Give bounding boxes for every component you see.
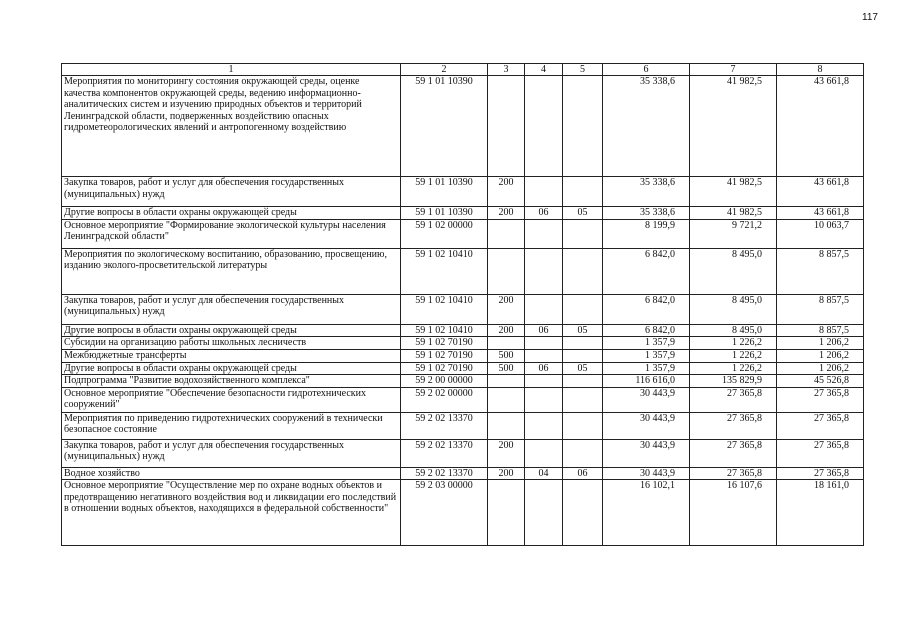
row-col8-value: 27 365,8 <box>777 439 864 467</box>
table-row <box>62 362 864 375</box>
row-col3-cell: 200 <box>488 439 525 467</box>
row-col4-cell <box>525 439 563 467</box>
row-col5-cell <box>563 439 603 467</box>
row-col4-cell: 06 <box>525 207 563 220</box>
row-col5-cell <box>563 219 603 248</box>
row-col4-cell: 04 <box>525 467 563 480</box>
table-header-row <box>62 64 864 76</box>
row-code-cell: 59 1 02 00000 <box>401 219 488 248</box>
row-name-cell: Водное хозяйство <box>62 467 401 480</box>
header-cell: 7 <box>690 64 777 76</box>
row-col6-value: 1 357,9 <box>603 350 690 363</box>
row-col8-value: 43 661,8 <box>777 177 864 207</box>
table-row <box>62 480 864 546</box>
row-col7-value: 27 365,8 <box>690 439 777 467</box>
row-col5-cell <box>563 248 603 294</box>
table-row <box>62 324 864 337</box>
row-col7-value: 41 982,5 <box>690 76 777 177</box>
row-col8-value: 27 365,8 <box>777 412 864 439</box>
row-col8-value: 43 661,8 <box>777 207 864 220</box>
table-row <box>62 412 864 439</box>
row-code-cell: 59 1 02 10410 <box>401 324 488 337</box>
row-col8-value: 1 206,2 <box>777 350 864 363</box>
row-col4-cell <box>525 294 563 324</box>
row-col3-cell: 500 <box>488 362 525 375</box>
row-code-cell: 59 1 02 70190 <box>401 362 488 375</box>
row-col4-cell <box>525 337 563 350</box>
row-col6-value: 30 443,9 <box>603 387 690 412</box>
row-col6-value: 16 102,1 <box>603 480 690 546</box>
row-col3-cell <box>488 337 525 350</box>
row-col8-value: 1 206,2 <box>777 337 864 350</box>
row-name-cell: Мероприятия по приведению гидротехнических сооружений в технически безопасное состояние <box>62 412 401 439</box>
row-code-cell: 59 1 02 10410 <box>401 248 488 294</box>
table-row <box>62 248 864 294</box>
row-col3-cell: 200 <box>488 177 525 207</box>
row-col7-value: 27 365,8 <box>690 412 777 439</box>
header-cell: 6 <box>603 64 690 76</box>
row-col7-value: 1 226,2 <box>690 350 777 363</box>
row-code-cell: 59 2 00 00000 <box>401 375 488 388</box>
table-body <box>62 64 864 546</box>
row-name-cell: Основное мероприятие "Формирование экологической культуры населения Ленинградской области" <box>62 219 401 248</box>
table-row <box>62 207 864 220</box>
row-code-cell: 59 2 02 13370 <box>401 439 488 467</box>
row-col4-cell <box>525 387 563 412</box>
row-col5-cell: 06 <box>563 467 603 480</box>
row-name-cell: Закупка товаров, работ и услуг для обеспечения государственных (муниципальных) нужд <box>62 439 401 467</box>
row-name-cell: Другие вопросы в области охраны окружающей среды <box>62 362 401 375</box>
table-row <box>62 467 864 480</box>
row-col7-value: 8 495,0 <box>690 294 777 324</box>
row-col6-value: 6 842,0 <box>603 294 690 324</box>
row-col4-cell <box>525 375 563 388</box>
row-col4-cell <box>525 76 563 177</box>
row-col4-cell <box>525 177 563 207</box>
row-name-cell: Мероприятия по мониторингу состояния окружающей среды, оценке качества компонентов окружающей среды, ведению информационно-аналитических систем и изучению природных объектов и территорий Ленинградской области, подверженных воздействию опасных гидрометеорологических явлений и антропогенному воздействию <box>62 76 401 177</box>
row-col6-value: 1 357,9 <box>603 337 690 350</box>
row-col3-cell: 200 <box>488 207 525 220</box>
row-col6-value: 30 443,9 <box>603 412 690 439</box>
row-col3-cell <box>488 412 525 439</box>
row-col4-cell <box>525 480 563 546</box>
row-col6-value: 35 338,6 <box>603 207 690 220</box>
row-code-cell: 59 2 02 00000 <box>401 387 488 412</box>
row-col8-value: 43 661,8 <box>777 76 864 177</box>
row-col3-cell: 500 <box>488 350 525 363</box>
table-row <box>62 375 864 388</box>
row-name-cell: Другие вопросы в области охраны окружающей среды <box>62 324 401 337</box>
row-code-cell: 59 1 02 70190 <box>401 337 488 350</box>
row-name-cell: Основное мероприятие "Обеспечение безопасности гидротехнических сооружений" <box>62 387 401 412</box>
row-name-cell: Закупка товаров, работ и услуг для обеспечения государственных (муниципальных) нужд <box>62 294 401 324</box>
row-col3-cell <box>488 219 525 248</box>
table-row <box>62 387 864 412</box>
row-col5-cell: 05 <box>563 324 603 337</box>
row-col7-value: 8 495,0 <box>690 248 777 294</box>
row-col7-value: 1 226,2 <box>690 362 777 375</box>
row-col5-cell <box>563 375 603 388</box>
row-col5-cell <box>563 294 603 324</box>
row-col8-value: 27 365,8 <box>777 467 864 480</box>
table-row <box>62 294 864 324</box>
row-col5-cell <box>563 337 603 350</box>
row-col7-value: 41 982,5 <box>690 207 777 220</box>
row-name-cell: Межбюджетные трансферты <box>62 350 401 363</box>
row-col5-cell <box>563 177 603 207</box>
row-col6-value: 30 443,9 <box>603 467 690 480</box>
row-code-cell: 59 1 02 10410 <box>401 294 488 324</box>
header-cell: 1 <box>62 64 401 76</box>
row-code-cell: 59 1 02 70190 <box>401 350 488 363</box>
row-col3-cell <box>488 387 525 412</box>
row-col7-value: 135 829,9 <box>690 375 777 388</box>
row-col7-value: 41 982,5 <box>690 177 777 207</box>
row-col5-cell <box>563 350 603 363</box>
row-col8-value: 1 206,2 <box>777 362 864 375</box>
header-cell: 8 <box>777 64 864 76</box>
row-col6-value: 35 338,6 <box>603 177 690 207</box>
row-code-cell: 59 2 02 13370 <box>401 467 488 480</box>
row-code-cell: 59 2 03 00000 <box>401 480 488 546</box>
header-cell: 4 <box>525 64 563 76</box>
row-name-cell: Субсидии на организацию работы школьных лесничеств <box>62 337 401 350</box>
row-col7-value: 27 365,8 <box>690 387 777 412</box>
table-row <box>62 337 864 350</box>
row-col6-value: 30 443,9 <box>603 439 690 467</box>
row-col5-cell: 05 <box>563 362 603 375</box>
page-number: 117 <box>862 12 878 23</box>
row-col3-cell: 200 <box>488 294 525 324</box>
row-col3-cell <box>488 248 525 294</box>
row-col7-value: 1 226,2 <box>690 337 777 350</box>
row-col6-value: 6 842,0 <box>603 324 690 337</box>
row-code-cell: 59 1 01 10390 <box>401 177 488 207</box>
row-col8-value: 10 063,7 <box>777 219 864 248</box>
row-name-cell: Подпрограмма "Развитие водохозяйственного комплекса" <box>62 375 401 388</box>
header-cell: 2 <box>401 64 488 76</box>
table-row <box>62 350 864 363</box>
row-code-cell: 59 1 01 10390 <box>401 207 488 220</box>
table-row <box>62 439 864 467</box>
row-col8-value: 27 365,8 <box>777 387 864 412</box>
row-col6-value: 6 842,0 <box>603 248 690 294</box>
row-col4-cell <box>525 350 563 363</box>
row-col6-value: 116 616,0 <box>603 375 690 388</box>
row-code-cell: 59 2 02 13370 <box>401 412 488 439</box>
row-col7-value: 9 721,2 <box>690 219 777 248</box>
row-col5-cell <box>563 387 603 412</box>
row-col4-cell <box>525 412 563 439</box>
row-col5-cell <box>563 412 603 439</box>
row-col6-value: 1 357,9 <box>603 362 690 375</box>
budget-table <box>61 63 864 546</box>
header-cell: 3 <box>488 64 525 76</box>
row-col5-cell: 05 <box>563 207 603 220</box>
row-col7-value: 27 365,8 <box>690 467 777 480</box>
row-col3-cell: 200 <box>488 324 525 337</box>
row-col4-cell <box>525 248 563 294</box>
row-col8-value: 8 857,5 <box>777 248 864 294</box>
row-name-cell: Мероприятия по экологическому воспитанию, образованию, просвещению, изданию эколого-просветительской литературы <box>62 248 401 294</box>
row-col7-value: 16 107,6 <box>690 480 777 546</box>
table-row <box>62 177 864 207</box>
row-col5-cell <box>563 76 603 177</box>
row-col7-value: 8 495,0 <box>690 324 777 337</box>
row-code-cell: 59 1 01 10390 <box>401 76 488 177</box>
row-col5-cell <box>563 480 603 546</box>
row-col4-cell <box>525 219 563 248</box>
row-col4-cell: 06 <box>525 362 563 375</box>
row-name-cell: Основное мероприятие "Осуществление мер по охране водных объектов и предотвращению негативного воздействия вод и ликвидации его последствий в отношении водных объектов, находящихся в федеральной собственности" <box>62 480 401 546</box>
row-col4-cell: 06 <box>525 324 563 337</box>
table-row <box>62 219 864 248</box>
row-col8-value: 8 857,5 <box>777 294 864 324</box>
row-name-cell: Закупка товаров, работ и услуг для обеспечения государственных (муниципальных) нужд <box>62 177 401 207</box>
row-col6-value: 35 338,6 <box>603 76 690 177</box>
row-col3-cell <box>488 480 525 546</box>
table-row <box>62 76 864 177</box>
row-col3-cell <box>488 375 525 388</box>
header-cell: 5 <box>563 64 603 76</box>
row-col3-cell <box>488 76 525 177</box>
row-col8-value: 18 161,0 <box>777 480 864 546</box>
row-col3-cell: 200 <box>488 467 525 480</box>
row-col8-value: 45 526,8 <box>777 375 864 388</box>
row-col8-value: 8 857,5 <box>777 324 864 337</box>
row-col6-value: 8 199,9 <box>603 219 690 248</box>
row-name-cell: Другие вопросы в области охраны окружающей среды <box>62 207 401 220</box>
